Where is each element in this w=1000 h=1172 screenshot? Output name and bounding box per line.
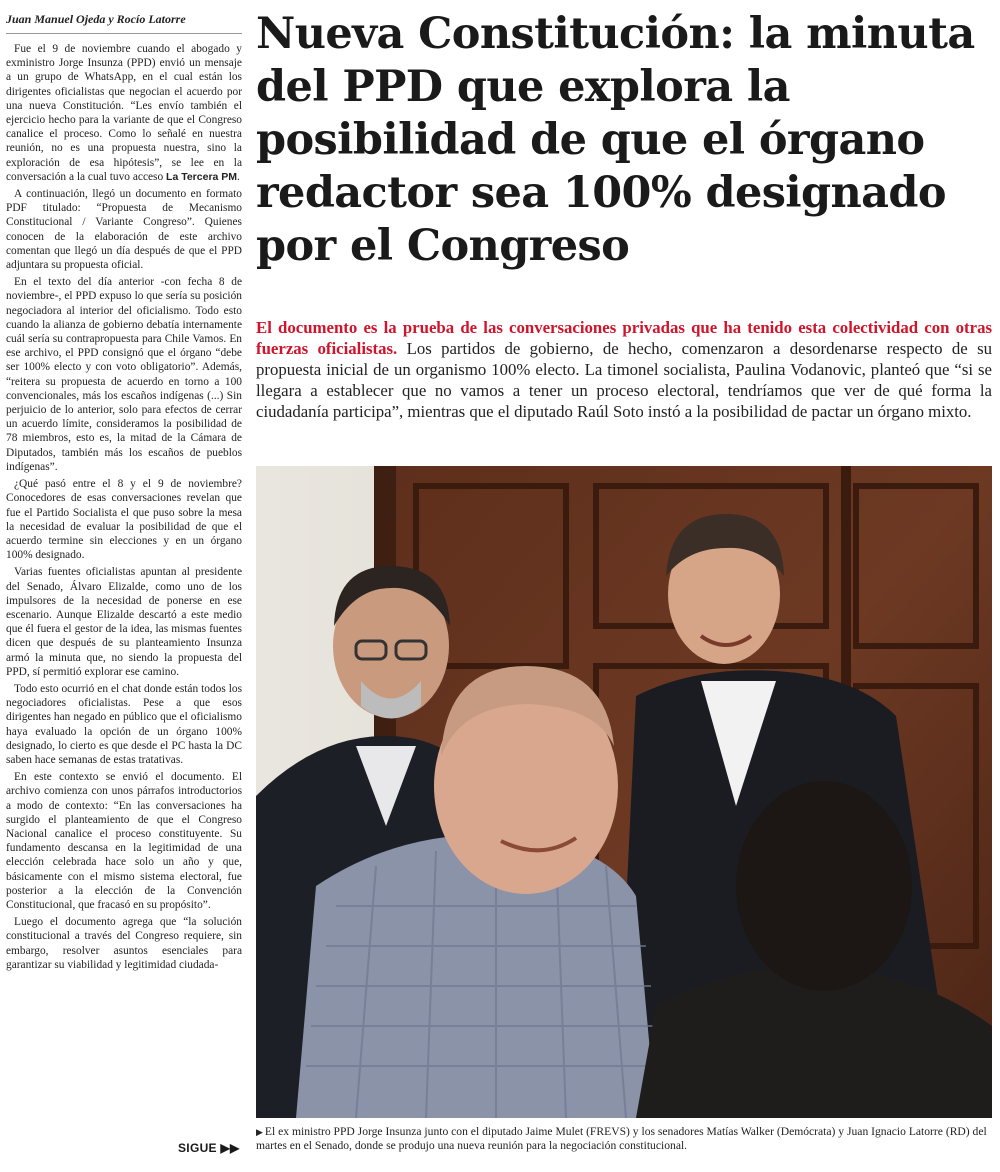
source-name: La Tercera PM	[166, 170, 238, 183]
person-front-head	[736, 781, 912, 991]
body-paragraph: En el texto del día anterior -con fecha 8 de noviembre-, el PPD expuso lo que sería su posición negociadora al interior del oficialismo. Todo esto cuando la alianza de gobierno debatía internamente cuál sería su contrapropuesta para Chile Vamos. En ese archivo, el PPD consignó que el órgano “debe ser 100% electo y con voto obligatorio”. Además, “reitera su propuesta de acuerdo en torno a 100 convencionales, más los escaños indígenas (...) Sin perjuicio de lo anterior, solo para efectos de cerrar un acuerdo límite, consideramos la posibilidad de 78 miembros, esto es, la mitad de la Cámara de Diputados, también más los escaños de pueblos indígenas”.	[6, 276, 242, 473]
body-paragraph: En este contexto se envió el documento. El archivo comienza con unos párrafos introductorios a modo de contexto: “En las conversaciones ha surgido el planteamiento de que el Congreso Nacional canalice el proceso constituyente. Su fundamento descansa en la legitimidad de una elección celebrada hace solo un año y que, básicamente con el mismo sistema electoral, fue posterior a la elección de la Convención Constitucional, que fracasó en su propósito”.	[6, 771, 242, 911]
body-paragraph: Todo esto ocurrió en el chat donde están todos los negociadores oficialistas. Pese a que esos dirigentes han negado en público que el oficialismo haya evaluado la opción de un órgano 100% designado, lo cierto es que desde el PC hasta la DC saben hace semanas de estas tratativas.	[6, 682, 242, 766]
caption-marker: ▶	[256, 1127, 263, 1137]
lead-text: Los partidos de gobierno, de hecho, comenzaron a desordenarse respecto de su propuesta inicial de un organismo 100% electo. La timonel socialista, Paulina Vodanovic, planteó que “si se llegara a establecer que no vamos a tener un proceso electoral, tendríamos que ver de qué forma la ciudadanía participa”, mientras que el diputado Raúl Soto instó a la posibilidad de pactar un órgano mixto.	[256, 339, 992, 421]
body-paragraph: Varias fuentes oficialistas apuntan al presidente del Senado, Álvaro Elizalde, como uno de los impulsores de la necesidad de ponerse en ese escenario. Aunque Elizalde descartó a este medio que él fuera el gestor de la idea, las mismas fuentes dicen que después de su planteamiento Insunza armó la minuta que, no siendo la propuesta del PPD, sí permitió explorar ese camino.	[6, 566, 242, 678]
body-paragraph: ¿Qué pasó entre el 8 y el 9 de noviembre? Conocedores de esas conversaciones revelan que fue el Partido Socialista el que puso sobre la mesa la necesidad de evaluar la posibilidad de que el acuerdo termine sin elecciones y en un órgano 100% designado.	[6, 478, 242, 562]
body-paragraph: Luego el documento agrega que “la solución constitucional a través del Congreso requiere, sin embargo, resolver asuntos esenciales para garantizar su viabilidad y legitimidad ciudada-	[6, 916, 242, 971]
headline: Nueva Constitución: la minuta del PPD que explora la posibilidad de que el órgano redactor sea 100% designado por el Congreso	[256, 9, 975, 271]
body-paragraph	[6, 42, 242, 184]
body-text: Fue el 9 de noviembre cuando el abogado y exministro Jorge Insunza (PPD) envió un mensaje a un grupo de WhatsApp, en el cual están los dirigentes oficialistas que negocian el acuerdo por una nueva Constitución. “Les envío también el ejercicio hecho para la variante de que el Congreso canalice el proceso. Como lo señalé en nuestra reunión, no es una propuesta nuestra, sino la exploración de esa hipótesis”, se lee en la conversación a la cual tuvo acceso	[6, 43, 242, 183]
body-text: .	[237, 170, 240, 183]
continue-marker: SIGUE ▶▶	[178, 1141, 240, 1155]
person-center-shirt	[296, 835, 656, 1118]
article-photo	[256, 466, 992, 1118]
byline: Juan Manuel Ojeda y Rocío Latorre	[6, 12, 242, 34]
caption-text: El ex ministro PPD Jorge Insunza junto con el diputado Jaime Mulet (FREVS) y los senadores Matías Walker (Demócrata) y Juan Ignacio Latorre (RD) del martes en el Senado, donde se produjo una nueva reunión para la negociación constitucional.	[256, 1125, 987, 1152]
body-paragraph: A continuación, llegó un documento en formato PDF titulado: “Propuesta de Mecanismo Constitucional / Variante Congreso”. Quienes conocen de la elaboración de este archivo comentan que llegó un día después de que el PPD adjuntara su propuesta oficial.	[6, 188, 242, 272]
body-column	[6, 12, 242, 975]
photo-caption	[256, 1125, 992, 1153]
lead-highlight: El documento es la prueba de las conversaciones privadas que ha tenido esta colectividad con otras fuerzas oficialistas.	[256, 318, 992, 358]
lead-paragraph	[256, 317, 992, 422]
